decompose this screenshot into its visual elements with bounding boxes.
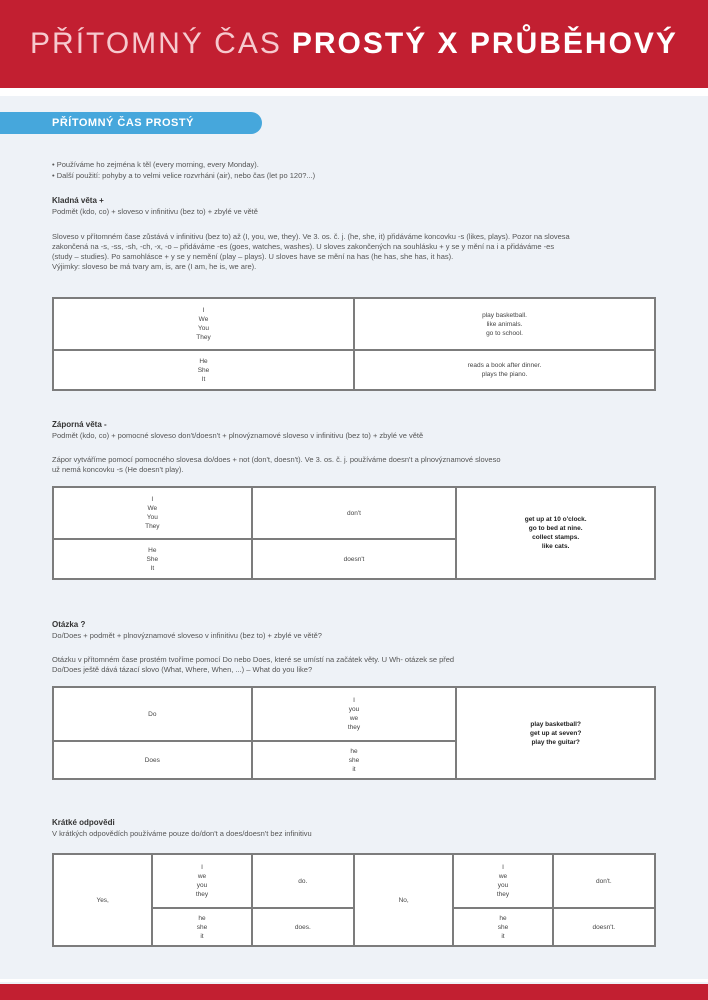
kladna-para-2: zakončená na -s, -ss, -sh, -ch, -x, -o – přidáváme -es (goes, watches, washes). U sloves zakončených na souhlásku + y se y mění na i a přidáváme -es	[52, 242, 555, 251]
zaporna-doesnt: doesn't	[252, 539, 457, 579]
otazka-table	[52, 686, 656, 780]
kratke-doesnt: doesn't.	[553, 908, 655, 946]
title-part-2: PROSTÝ X PRŮBĚHOVÝ	[291, 27, 678, 60]
zaporna-para-2: už nemá koncovku -s (He doesn't play).	[52, 465, 184, 474]
section-label: PŘÍTOMNÝ ČAS PROSTÝ	[0, 112, 262, 134]
otazka-do: Do	[53, 687, 252, 741]
otazka-subjects-singular: he she it	[252, 741, 457, 779]
kladna-subjects-singular: He She It	[53, 350, 354, 390]
zaporna-table	[52, 486, 656, 580]
kladna-para-3: (study – studies). Po samohlásce + y se y nemění (play – plays). U sloves have se mění na has (he has, she has, it has).	[52, 252, 454, 261]
kladna-rule: Podmět (kdo, co) + sloveso v infinitivu (bez to) + zbylé ve větě	[52, 207, 258, 216]
kratke-no-singular: he she it	[453, 908, 552, 946]
kratke-dont: don't.	[553, 854, 655, 908]
kratke-no: No,	[354, 854, 453, 946]
zaporna-examples: get up at 10 o'clock. go to bed at nine. collect stamps. like cats.	[456, 487, 655, 579]
zaporna-subjects-singular: He She It	[53, 539, 252, 579]
title-part-1: PŘÍTOMNÝ ČAS	[30, 27, 282, 60]
header-divider	[0, 88, 708, 96]
zaporna-subjects-plural: I We You They	[53, 487, 252, 539]
kratke-yes-singular: he she it	[152, 908, 251, 946]
otazka-heading: Otázka ?	[52, 620, 86, 629]
kratke-no-plural: I we you they	[453, 854, 552, 908]
zaporna-para-1: Zápor vytváříme pomocí pomocného slovesa do/does + not (don't, doesn't). Ve 3. os. č. j. používáme doesn't a plnovýznamové sloveso	[52, 455, 501, 464]
otazka-para-1: Otázku v přítomném čase prostém tvoříme pomocí Do nebo Does, které se umístí na začátek věty. U Wh- otázek se před	[52, 655, 455, 664]
kratke-do: do.	[252, 854, 354, 908]
kladna-subjects-plural: I We You They	[53, 298, 354, 350]
kratke-does: does.	[252, 908, 354, 946]
otazka-does: Does	[53, 741, 252, 779]
page-footer	[0, 984, 708, 1000]
kladna-table	[52, 297, 656, 391]
intro-bullet-1: • Používáme ho zejména k těl (every morning, every Monday).	[52, 160, 259, 169]
kladna-heading: Kladná věta +	[52, 196, 104, 205]
kratke-yes: Yes,	[53, 854, 152, 946]
footer-divider	[0, 979, 708, 982]
otazka-rule: Do/Does + podmět + plnovýznamové sloveso v infinitivu (bez to) + zbylé ve větě?	[52, 631, 322, 640]
otazka-examples: play basketball? get up at seven? play the guitar?	[456, 687, 655, 779]
intro-bullet-2: • Další použití: pohyby a to velmi velice rozvrháni (air), nebo čas (let po 120?...)	[52, 171, 316, 180]
kratke-yes-plural: I we you they	[152, 854, 251, 908]
otazka-subjects-plural: I you we they	[252, 687, 457, 741]
kratke-rule: V krátkých odpovědích používáme pouze do/don't a does/doesn't bez infinitivu	[52, 829, 312, 838]
otazka-para-2: Do/Does ještě dává tázací slovo (What, Where, When, ...) – What do you like?	[52, 665, 313, 674]
page-header	[0, 0, 708, 88]
kratke-table	[52, 853, 656, 947]
kladna-examples-plural: play basketball. like animals. go to school.	[354, 298, 655, 350]
zaporna-rule: Podmět (kdo, co) + pomocné sloveso don't/doesn't + plnovýznamové sloveso v infinitivu (bez to) + zbylé ve větě	[52, 431, 424, 440]
zaporna-dont: don't	[252, 487, 457, 539]
kladna-examples-singular: reads a book after dinner. plays the piano.	[354, 350, 655, 390]
kladna-para-1: Sloveso v přítomném čase zůstává v infinitivu (bez to) až (I, you, we, they). Ve 3. os. č. j. (he, she, it) přidáváme koncovku -s (likes, plays). Pozor na slovesa	[52, 232, 570, 241]
zaporna-heading: Záporná věta -	[52, 420, 107, 429]
kladna-para-4: Výjimky: sloveso be má tvary am, is, are (I am, he is, we are).	[52, 262, 257, 271]
kratke-heading: Krátké odpovědi	[52, 818, 115, 827]
